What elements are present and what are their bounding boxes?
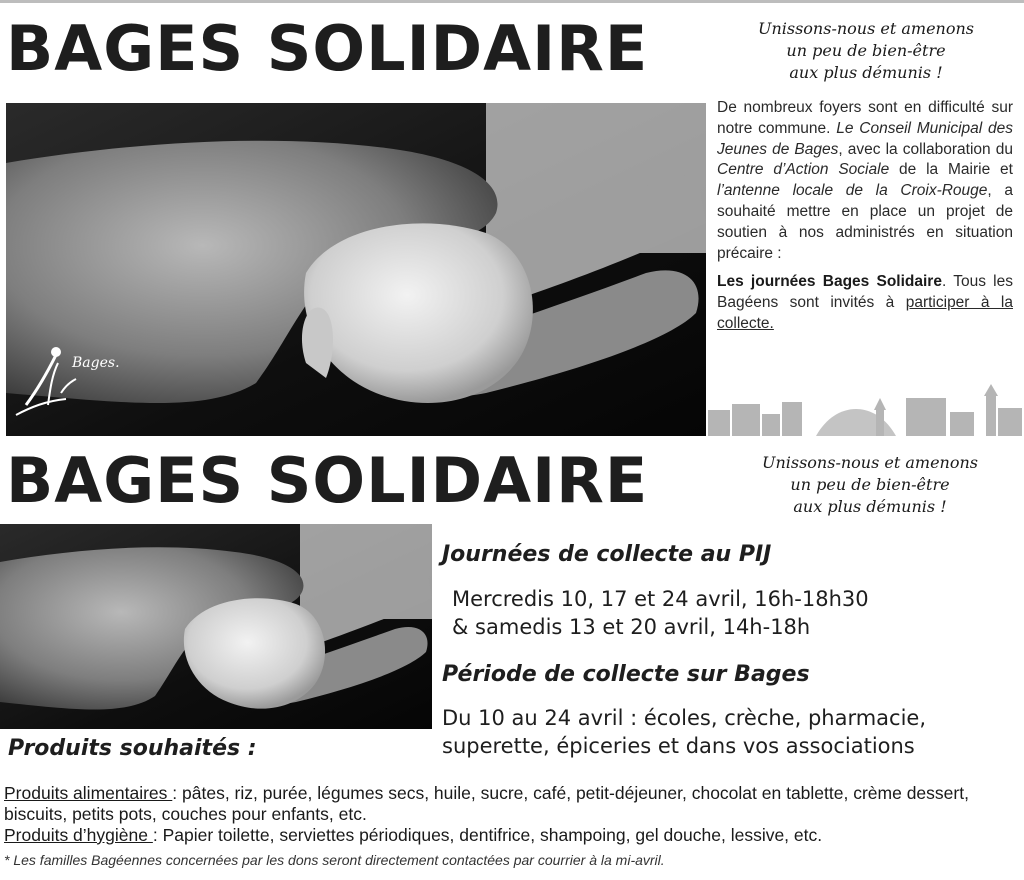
slogan-line: aux plus démunis !: [793, 497, 947, 516]
intro-text-italic: Centre d’Action Sociale: [717, 161, 890, 179]
handwritten-slogan: [720, 452, 1020, 518]
intro-text: de la Mairie et: [889, 161, 1013, 179]
hands-photo: [0, 524, 432, 729]
hygiene-label: Produits d’hygiène: [4, 825, 153, 845]
intro-text: . Tous les Bagéens sont invités à: [717, 273, 1013, 312]
food-items: : pâtes, riz, purée, légumes secs, huile, sucre, café, petit-déjeuner, chocolat en tablette, crème dessert, biscuits, petits pots, couches pour enfants, etc.: [4, 783, 969, 824]
footnote: * Les familles Bagéennes concernées par les dons seront directement contactées par courrier à la mi-avril.: [4, 852, 665, 868]
food-label: Produits alimentaires: [4, 783, 173, 803]
bages-logo-icon: [6, 335, 126, 430]
town-skyline-icon: [706, 380, 1024, 436]
intro-bold: Les journées Bages Solidaire: [717, 273, 942, 291]
intro-text-italic: Le Conseil Municipal des Jeunes de Bages: [717, 119, 1013, 158]
schedule-line: & samedis 13 et 20 avril, 14h-18h: [452, 615, 811, 639]
slogan-line: un peu de bien-être: [790, 475, 950, 494]
collection-schedule: [452, 585, 869, 641]
top-border-line: [0, 0, 1024, 3]
intro-paragraph: [717, 98, 1013, 335]
hygiene-items: : Papier toilette, serviettes périodiques, dentifrice, shampoing, gel douche, lessive, etc.: [152, 825, 823, 845]
handwritten-slogan: [716, 18, 1016, 84]
intro-text-italic: l’antenne locale de la Croix-Rouge: [717, 182, 988, 200]
food-products: [4, 783, 1020, 825]
intro-text: , a souhaité mettre en place un projet de soutien à nos administrés en situation précaire :: [717, 182, 1014, 262]
slogan-line: Unissons-nous et amenons: [761, 453, 979, 472]
products-list: [4, 783, 1020, 846]
intro-text: , avec la collaboration du: [838, 140, 1013, 158]
collection-days-heading: Journées de collecte au PIJ: [442, 542, 772, 567]
intro-text: De nombreux foyers sont en difficulté sur notre commune.: [717, 99, 1013, 137]
logo-text: Bages.: [72, 355, 120, 371]
slogan-line: aux plus démunis !: [789, 63, 943, 82]
slogan-line: Unissons-nous et amenons: [757, 19, 975, 38]
collection-period-text: Du 10 au 24 avril : écoles, crèche, pharmacie, superette, épiceries et dans vos associations: [442, 706, 927, 758]
flyer-title: BAGES SOLIDAIRE: [6, 12, 649, 85]
intro-underlined: participer à la collecte.: [717, 294, 1013, 332]
products-heading: Produits souhaités :: [8, 736, 257, 761]
schedule-line: Mercredis 10, 17 et 24 avril, 16h-18h30: [452, 587, 869, 611]
slogan-line: un peu de bien-être: [786, 41, 946, 60]
hygiene-products: [4, 825, 1020, 846]
flyer-title: BAGES SOLIDAIRE: [6, 444, 649, 517]
collection-period-heading: Période de collecte sur Bages: [442, 662, 810, 687]
